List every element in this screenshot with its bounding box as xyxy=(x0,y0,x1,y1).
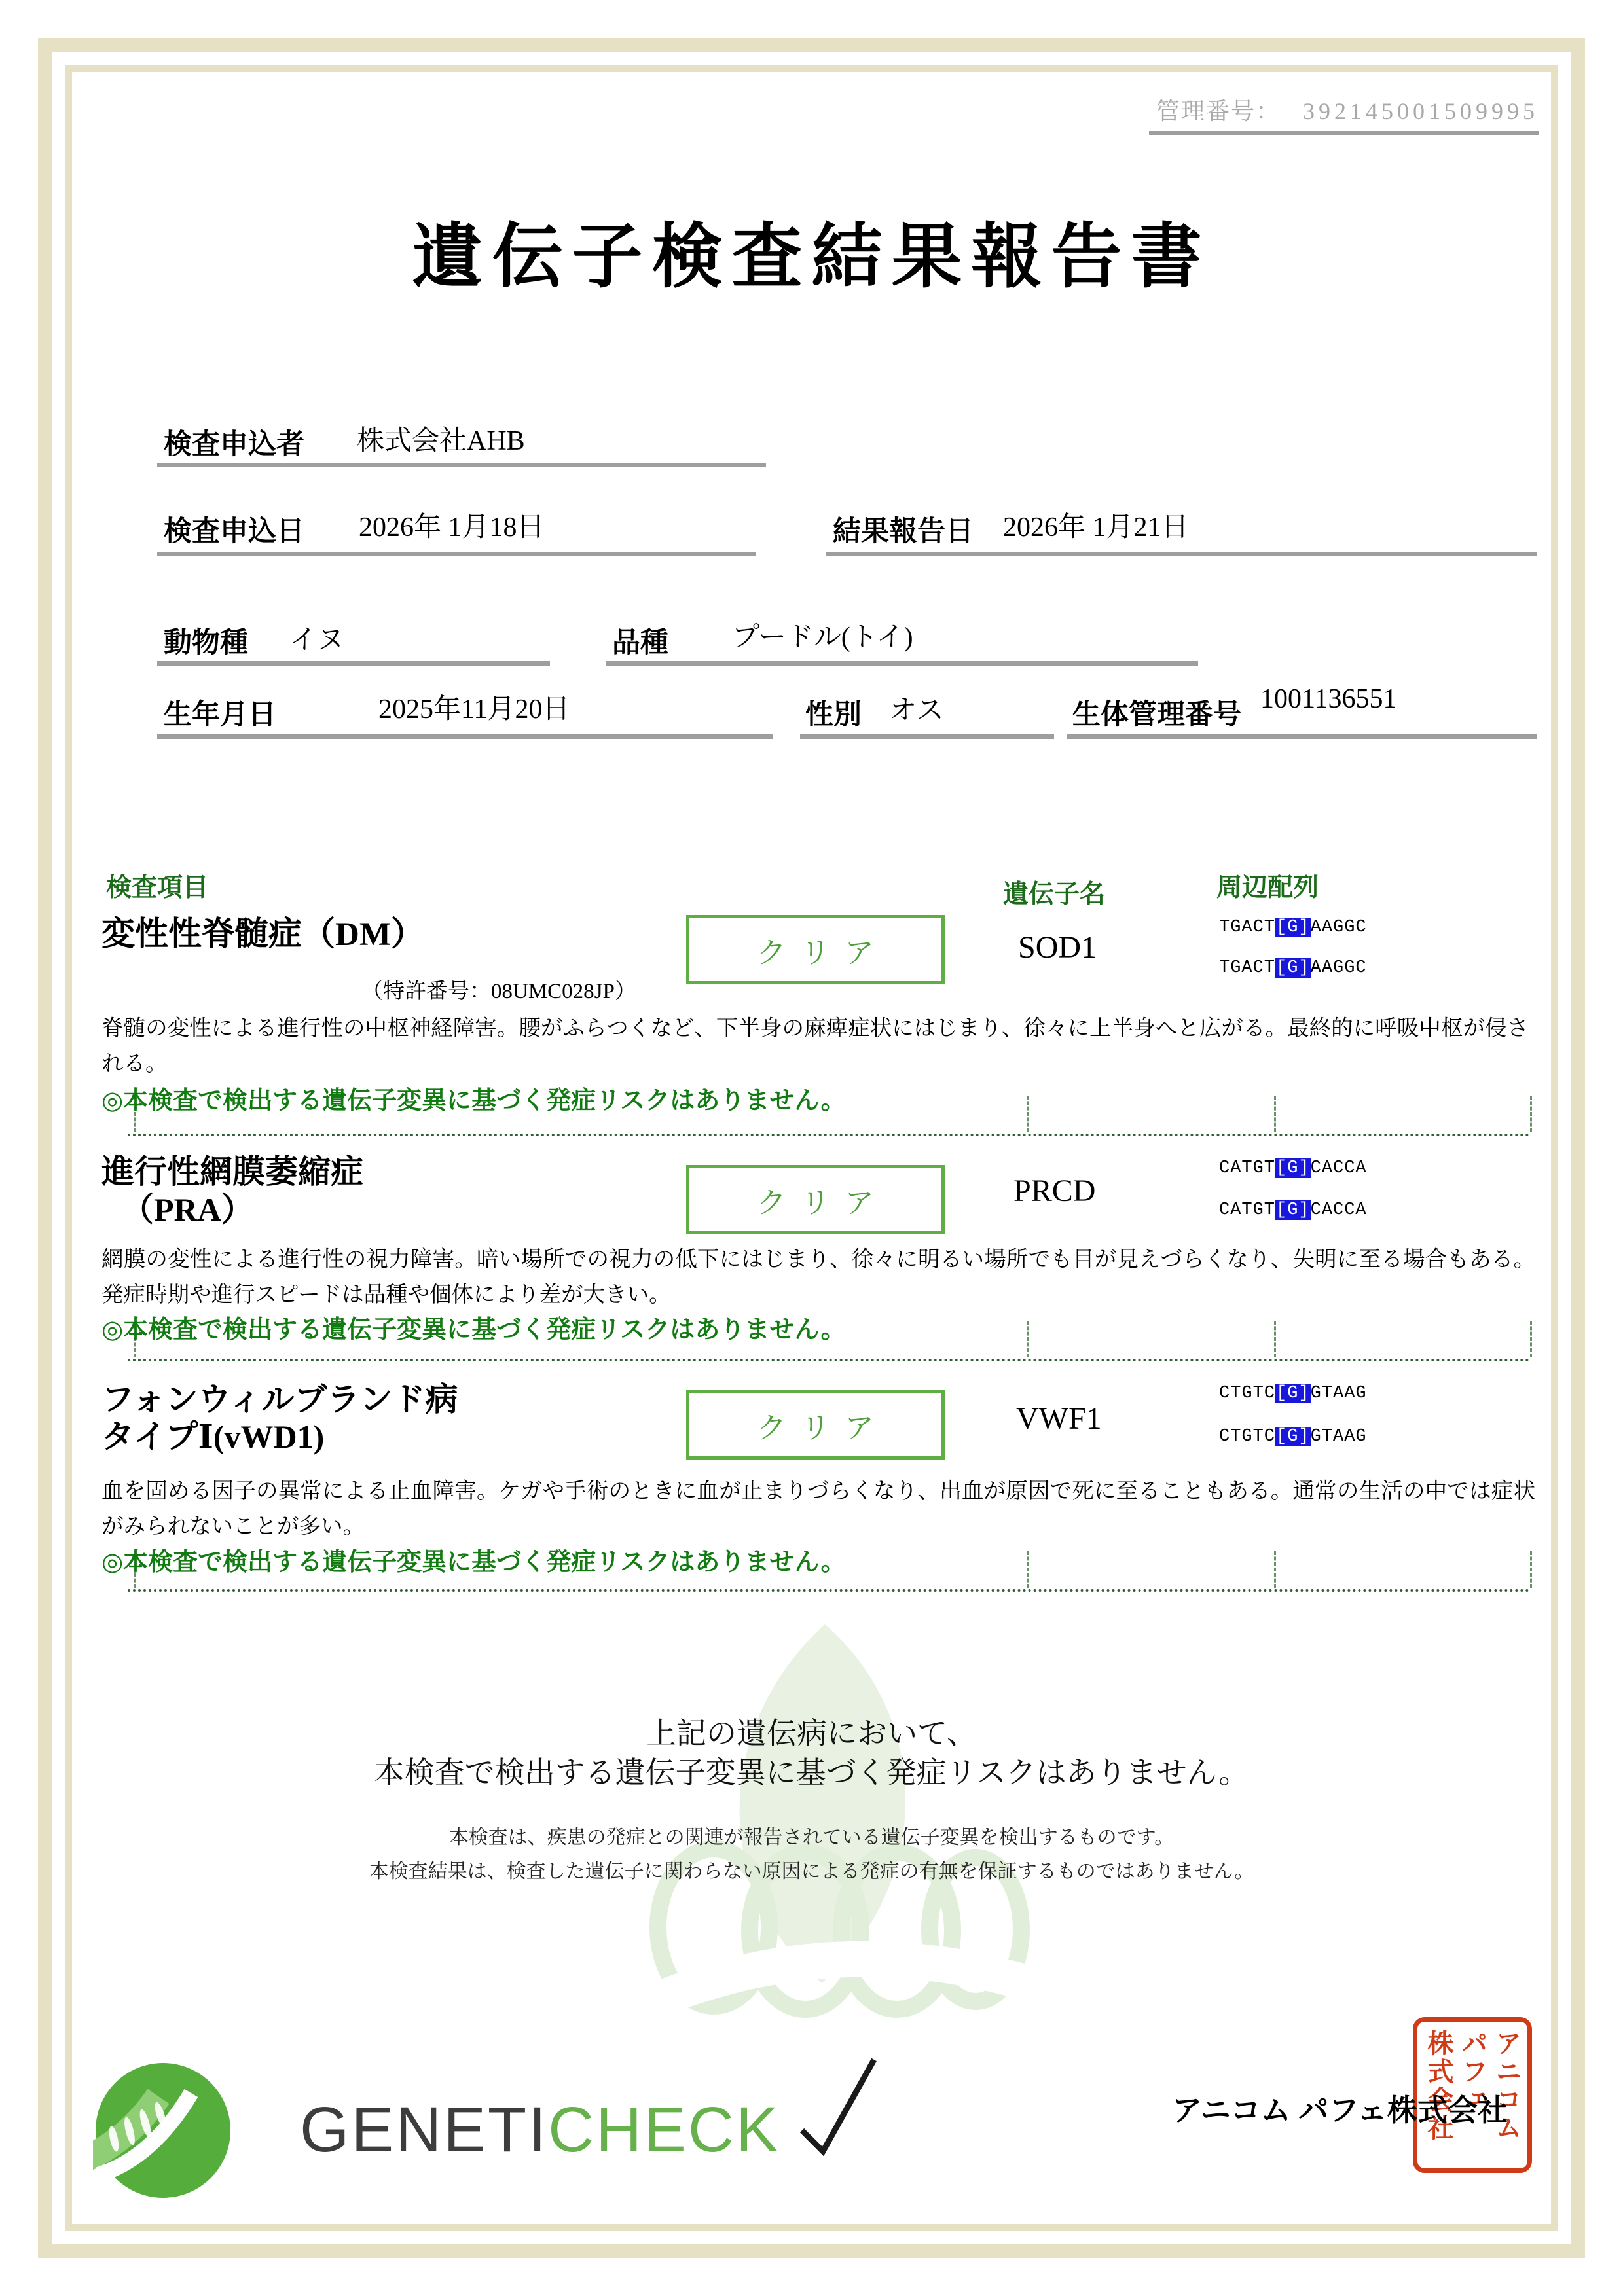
species-label: 動物種 xyxy=(164,628,248,658)
status-badge xyxy=(686,1390,945,1460)
field-underline xyxy=(157,552,756,556)
applicant-value: 株式会社AHB xyxy=(357,426,525,456)
sequence-after: GTAAG xyxy=(1310,1384,1367,1403)
seal-column-left: 株式会社 xyxy=(1424,2030,1453,2142)
sequence-row xyxy=(1219,1384,1367,1403)
management-number-underline xyxy=(1149,131,1539,135)
field-underline xyxy=(606,661,1198,666)
logo-text-check: CHECK xyxy=(548,2094,780,2165)
sequence-row xyxy=(1219,918,1367,937)
disease-name: フォンウィルブランド病 xyxy=(101,1381,458,1418)
disease-description: 脊髄の変性による進行性の中枢神経障害。腰がふらつくなど、下半身の麻痺症状にはじまり、徐々に上半身へと広がる。最終的に呼吸中枢が侵される。 xyxy=(101,1016,1529,1077)
sequence-before: CTGTC xyxy=(1219,1384,1276,1403)
table-separator-tick xyxy=(1274,1551,1276,1588)
logo-checkmark-icon xyxy=(795,2052,881,2170)
sequence-after: GTAAG xyxy=(1310,1427,1367,1446)
table-separator-tick xyxy=(1274,1096,1276,1132)
species-value: イヌ xyxy=(289,625,345,655)
sequence-before: CTGTC xyxy=(1219,1427,1276,1446)
field-underline xyxy=(826,552,1537,556)
table-separator-tick xyxy=(1027,1551,1029,1588)
patent-note: （特許番号：08UMC028JP） xyxy=(361,980,636,1003)
table-separator-tick xyxy=(1530,1321,1532,1357)
table-separator-line xyxy=(128,1359,1530,1361)
table-separator-tick xyxy=(1530,1096,1532,1132)
table-separator-line xyxy=(128,1589,1530,1592)
applicant-label: 検査申込者 xyxy=(164,429,304,460)
disease-name: 進行性網膜萎縮症 xyxy=(101,1153,363,1190)
table-separator-tick xyxy=(1530,1551,1532,1588)
disease-description: 血を固める因子の異常による止血障害。ケガや手術のときに血が止まりづらくなり、出血が原因で死に至ることもある。通常の生活の中では症状がみられないことが多い。 xyxy=(101,1479,1535,1539)
sequence-before: TGACT xyxy=(1219,918,1276,937)
status-label: クリア xyxy=(756,1186,888,1219)
geneticheck-logo-icon xyxy=(93,2060,234,2201)
sex-label: 性別 xyxy=(805,700,862,730)
sequence-allele: [G] xyxy=(1276,1200,1310,1220)
sequence-row xyxy=(1219,1200,1367,1220)
animal-id-label: 生体管理番号 xyxy=(1072,700,1241,730)
gene-name: PRCD xyxy=(1013,1174,1096,1208)
sequence-row xyxy=(1219,958,1367,978)
summary-note1: 本検査は、疾患の発症との関連が報告されている遺伝子変異を検出するものです。 xyxy=(448,1827,1175,1848)
table-separator-line xyxy=(128,1134,1530,1136)
status-label: クリア xyxy=(756,1411,888,1444)
summary-line2: 本検査で検出する遺伝子変異に基づく発症リスクはありません。 xyxy=(374,1755,1249,1789)
sequence-after: CACCA xyxy=(1310,1200,1367,1220)
table-separator-tick xyxy=(1274,1321,1276,1357)
sequence-allele: [G] xyxy=(1276,958,1310,978)
animal-id-value: 1001136551 xyxy=(1260,684,1397,714)
apply-date-label: 検査申込日 xyxy=(164,516,304,547)
field-underline xyxy=(800,734,1054,739)
gene-name: VWF1 xyxy=(1016,1401,1102,1436)
field-underline xyxy=(157,661,550,666)
column-header-gene-name: 遺伝子名 xyxy=(1003,880,1106,908)
column-header-test-item: 検査項目 xyxy=(106,874,209,902)
summary-line1: 上記の遺伝病において、 xyxy=(646,1716,977,1750)
seal-column-right: アニコム xyxy=(1492,2030,1522,2142)
breed-value: プードル(トイ) xyxy=(732,622,913,653)
sequence-before: TGACT xyxy=(1219,958,1276,978)
management-number-label: 管理番号： xyxy=(1156,98,1281,124)
sequence-before: CATGT xyxy=(1219,1200,1276,1220)
risk-statement: ◎本検査で検出する遺伝子変異に基づく発症リスクはありません。 xyxy=(101,1087,846,1115)
report-date-label: 結果報告日 xyxy=(833,516,974,547)
status-label: クリア xyxy=(756,936,888,969)
status-badge xyxy=(686,915,945,984)
table-separator-tick xyxy=(1027,1321,1029,1357)
field-underline xyxy=(157,734,773,739)
field-underline xyxy=(1067,734,1537,739)
summary-note2: 本検査結果は、検査した遺伝子に関わらない原因による発症の有無を保証するものではありません。 xyxy=(369,1861,1254,1882)
status-badge xyxy=(686,1165,945,1234)
sequence-before: CATGT xyxy=(1219,1158,1276,1178)
sequence-after: AAGGC xyxy=(1310,958,1367,978)
sequence-after: AAGGC xyxy=(1310,918,1367,937)
breed-label: 品種 xyxy=(612,628,668,658)
column-header-sequence: 周辺配列 xyxy=(1216,874,1319,902)
sequence-row xyxy=(1219,1427,1367,1446)
gene-name: SOD1 xyxy=(1018,930,1097,965)
sequence-allele: [G] xyxy=(1276,918,1310,937)
disease-name-line2: （PRA） xyxy=(121,1191,254,1228)
disease-name-line2: タイプⅠ(vWD1) xyxy=(101,1418,325,1455)
sequence-allele: [G] xyxy=(1276,1384,1310,1403)
sequence-allele: [G] xyxy=(1276,1158,1310,1178)
report-date-value: 2026年 1月21日 xyxy=(1003,512,1189,543)
management-number-row xyxy=(851,93,1539,126)
sex-value: オス xyxy=(889,696,944,726)
risk-statement: ◎本検査で検出する遺伝子変異に基づく発症リスクはありません。 xyxy=(101,1316,846,1344)
birth-date-value: 2025年11月20日 xyxy=(378,694,570,725)
sequence-allele: [G] xyxy=(1276,1427,1310,1446)
management-number-value: 392145001509995 xyxy=(1303,98,1539,124)
table-separator-tick xyxy=(1027,1096,1029,1132)
logo-wordmark xyxy=(300,2093,780,2166)
page-title: 遺伝子検査結果報告書 xyxy=(412,219,1211,296)
company-name: アニコム パフェ株式会社 xyxy=(1172,2094,1508,2127)
sequence-after: CACCA xyxy=(1310,1158,1367,1178)
sequence-row xyxy=(1219,1158,1367,1178)
disease-name: 変性性脊髄症（DM） xyxy=(101,916,424,953)
seal-column-middle: パフェ xyxy=(1458,2030,1487,2114)
apply-date-value: 2026年 1月18日 xyxy=(359,512,545,543)
birth-date-label: 生年月日 xyxy=(164,700,276,730)
logo-text-geneti: GENETI xyxy=(300,2094,549,2165)
disease-description: 網膜の変性による進行性の視力障害。暗い場所での視力の低下にはじまり、徐々に明るい場所でも目が見えづらくなり、失明に至る場合もある。発症時期や進行スピードは品種や個体により差が大きい。 xyxy=(101,1247,1535,1308)
risk-statement: ◎本検査で検出する遺伝子変異に基づく発症リスクはありません。 xyxy=(101,1549,846,1576)
field-underline xyxy=(157,463,766,467)
